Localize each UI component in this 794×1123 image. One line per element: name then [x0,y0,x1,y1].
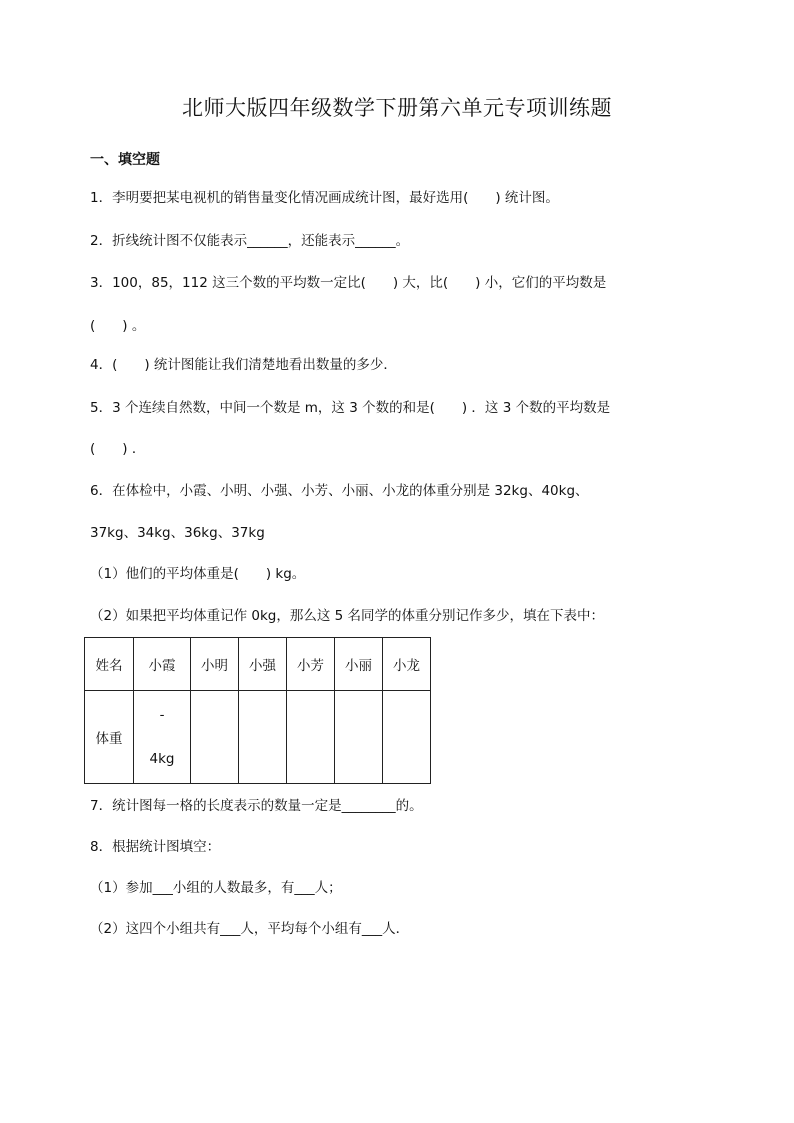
section-heading: 一、填空题 [90,152,160,168]
question-3-continued: ( ) 。 [90,318,146,334]
value-sign: - [159,707,165,723]
question-7: 7．统计图每一格的长度表示的数量一定是________的。 [90,798,423,814]
table-header-cell: 姓名 [85,638,134,691]
question-5-continued: ( ) ． [90,441,146,457]
question-1: 1．李明要把某电视机的销售量变化情况画成统计图，最好选用( ) 统计图。 [90,190,559,206]
question-6-part-1: （1）他们的平均体重是( ) kg。 [90,566,306,582]
weight-table [84,637,431,784]
value-amount: 4kg [149,751,175,767]
question-3: 3．100，85，112 这三个数的平均数一定比( ) 大，比( ) 小，它们的平均数是 [90,275,607,291]
table-header-cell: 小霞 [134,638,191,691]
table-cell-empty [287,691,335,784]
table-cell-empty [239,691,287,784]
table-row [85,691,431,784]
question-6-part-2: （2）如果把平均体重记作 0kg，那么这 5 名同学的体重分别记作多少，填在下表中： [90,608,605,624]
table-header-cell: 小丽 [335,638,383,691]
table-header-row [85,638,431,691]
question-8: 8．根据统计图填空： [90,839,221,855]
question-2: 2．折线统计图不仅能表示______，还能表示______。 [90,233,410,249]
question-4: 4．( ) 统计图能让我们清楚地看出数量的多少． [90,357,397,373]
table-header-cell: 小龙 [383,638,431,691]
table-cell-empty [191,691,239,784]
table-header-cell: 小芳 [287,638,335,691]
table-cell-empty [335,691,383,784]
table-cell-empty [383,691,431,784]
table-cell [134,691,191,784]
table-header-cell: 小明 [191,638,239,691]
table-header-cell: 小强 [239,638,287,691]
table-row-label: 体重 [85,691,134,784]
question-8-part-2: （2）这四个小组共有___人，平均每个小组有___人． [90,921,410,937]
question-5: 5．3 个连续自然数，中间一个数是 m，这 3 个数的和是( ) ．这 3 个数的平均数是 [90,400,611,416]
page-title: 北师大版四年级数学下册第六单元专项训练题 [182,96,612,120]
question-6-continued: 37kg、34kg、36kg、37kg [90,525,265,541]
question-8-part-1: （1）参加___小组的人数最多，有___人； [90,880,342,896]
question-6: 6．在体检中，小霞、小明、小强、小芳、小丽、小龙的体重分别是 32kg、40kg、 [90,483,589,499]
